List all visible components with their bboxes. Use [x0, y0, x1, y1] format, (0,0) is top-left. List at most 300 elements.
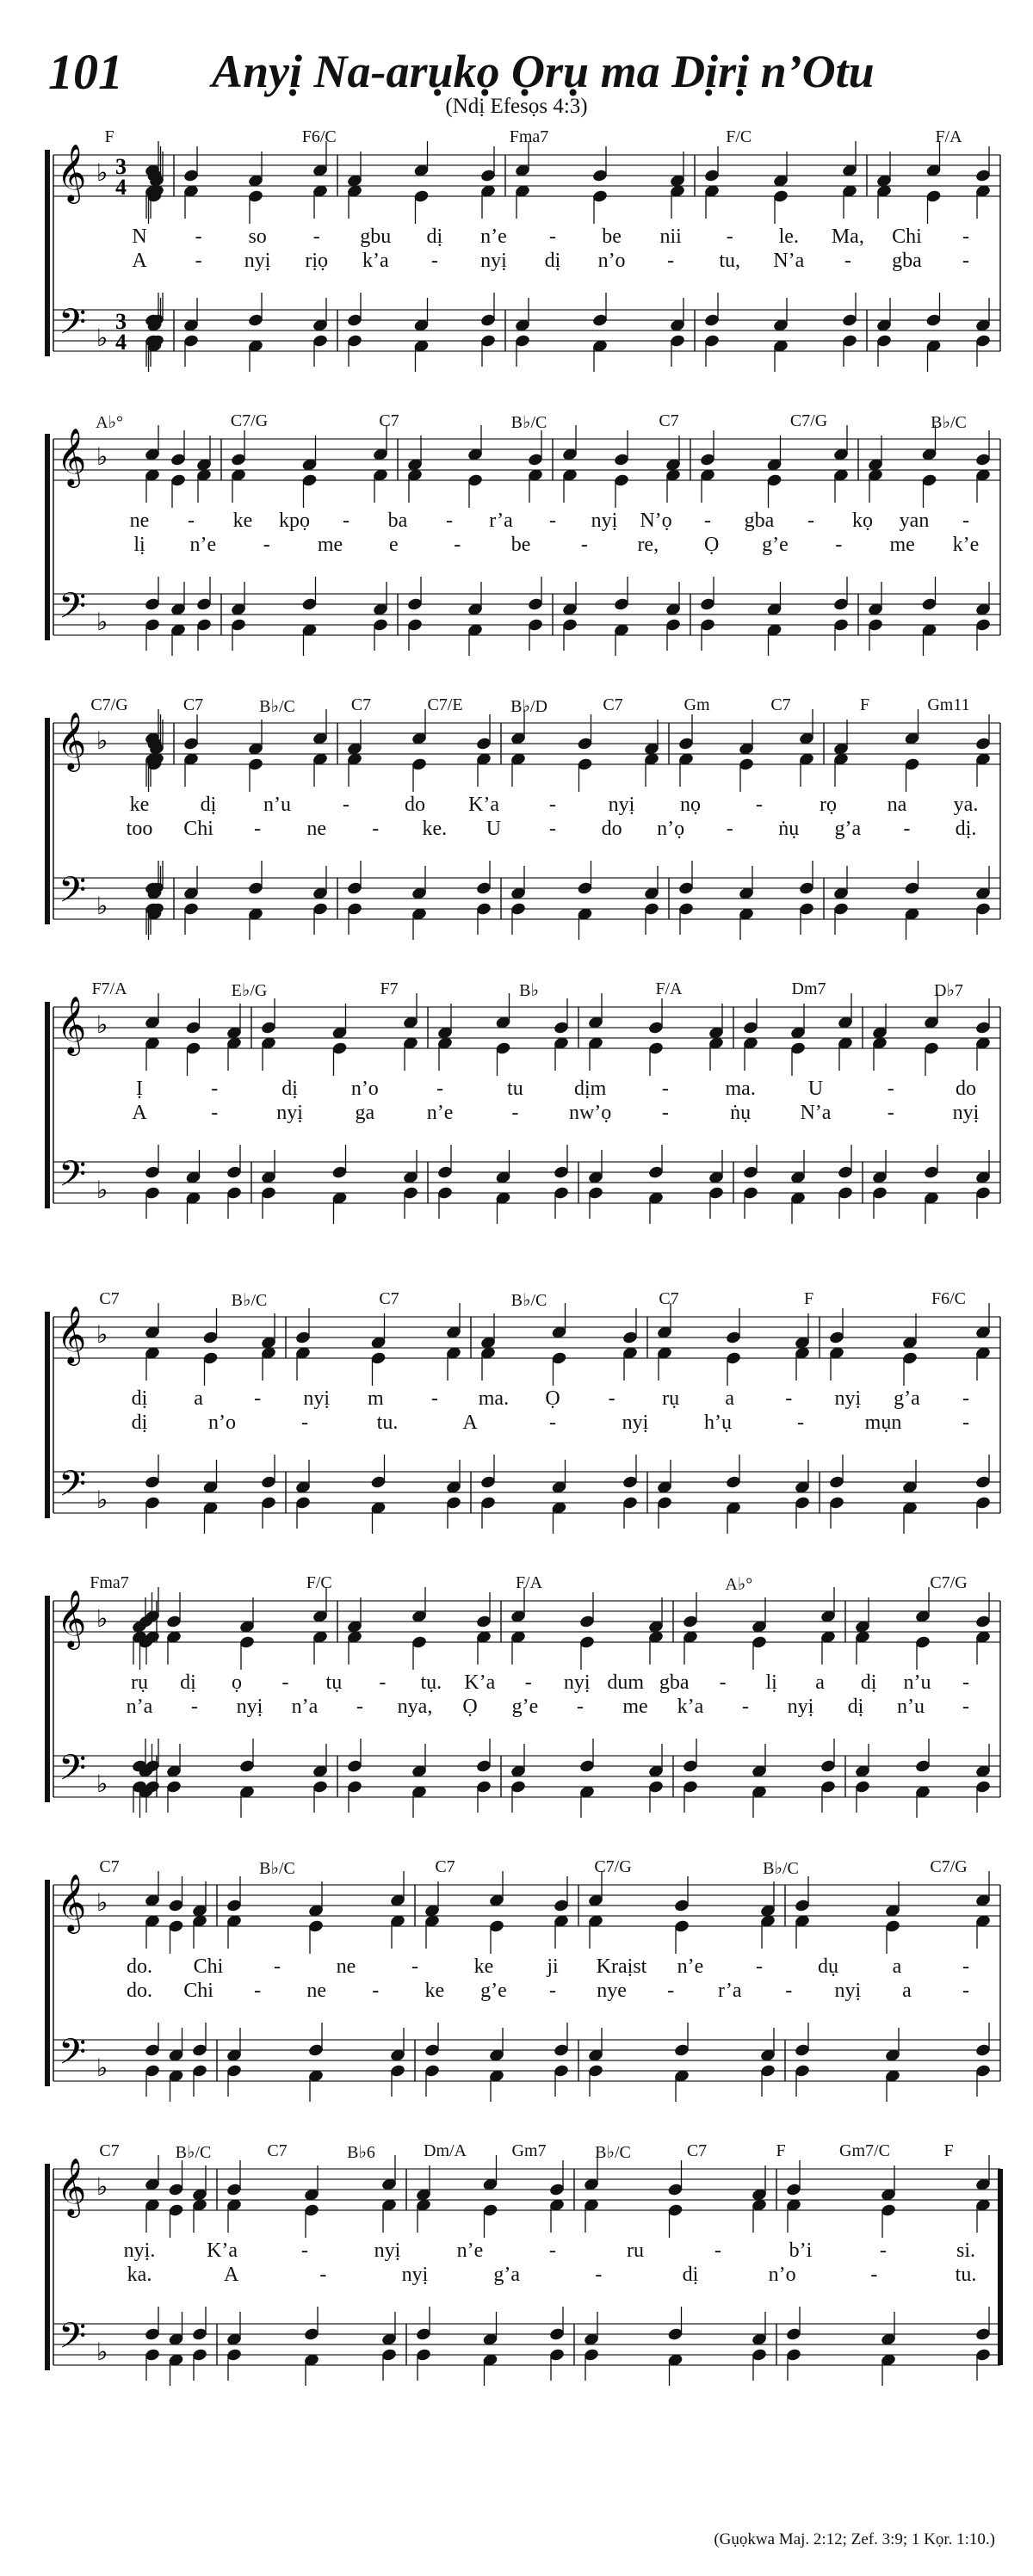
- chord-symbol: F: [104, 127, 114, 146]
- bass-clef: 𝄢: [59, 869, 87, 919]
- lyric-syllable: ṅụ: [730, 1102, 752, 1124]
- lyric-syllable: -: [962, 1696, 969, 1718]
- chord-symbol: Dm/A: [424, 2141, 467, 2160]
- lyric-syllable: -: [319, 2264, 327, 2286]
- lyric-syllable: g’e: [480, 1980, 507, 2002]
- lyric-syllable: a: [725, 1387, 735, 1410]
- treble-clef: 𝄞: [57, 1873, 87, 1931]
- lyric-syllable: si.: [956, 2239, 976, 2262]
- lyric-syllable: U: [807, 1078, 824, 1100]
- chord-symbol: C7: [659, 1289, 679, 1308]
- lyric-syllable: -: [756, 794, 763, 816]
- lyric-syllable: gbu: [360, 225, 392, 248]
- lyric-syllable: nyị: [303, 1387, 331, 1410]
- lyric-syllable: U: [486, 818, 502, 840]
- lyric-syllable: -: [549, 510, 556, 532]
- lyric-syllable: ne: [306, 1980, 327, 2002]
- chord-row: [45, 127, 1000, 153]
- lyric-syllable: dị: [847, 1696, 864, 1718]
- lyric-syllable: do: [405, 794, 425, 816]
- lyric-syllable: ke: [232, 510, 253, 532]
- chord-row: [45, 695, 1000, 721]
- lyric-syllable: na: [887, 794, 907, 816]
- lyric-syllable: do: [601, 818, 622, 840]
- lyric-syllable: n’u: [897, 1696, 925, 1718]
- lyric-syllable: N’ọ: [640, 510, 672, 532]
- lyric-syllable: -: [549, 794, 556, 816]
- lyric-syllable: ne: [129, 510, 150, 532]
- key-signature-flat: ♭: [96, 892, 108, 920]
- chord-symbol: C7/G: [90, 695, 128, 714]
- lyric-syllable: ne: [336, 1955, 356, 1978]
- lyric-syllable: -: [962, 1980, 969, 2002]
- treble-clef: 𝄞: [57, 427, 87, 485]
- lyric-syllable: nyị: [834, 1387, 862, 1410]
- lyric-syllable: -: [195, 250, 202, 272]
- chord-row: [45, 1289, 1000, 1315]
- lyric-syllable: kpọ: [279, 510, 310, 532]
- chord-symbol: C7: [659, 411, 679, 430]
- lyric-syllable: g’a: [493, 2264, 520, 2286]
- chord-symbol: A♭°: [96, 413, 123, 432]
- lyric-syllable: -: [844, 250, 851, 272]
- time-signature: 3: [115, 309, 127, 334]
- lyric-syllable: nyị: [787, 1696, 814, 1718]
- lyric-syllable: a: [815, 1671, 825, 1694]
- lyric-syllable: nye: [597, 1980, 627, 2002]
- lyric-syllable: ke.: [422, 818, 448, 840]
- lyric-syllable: k’a: [362, 250, 389, 272]
- chord-symbol: F/A: [515, 1573, 543, 1592]
- lyric-syllable: too: [126, 818, 153, 840]
- music-system: [45, 697, 1000, 1003]
- lyric-syllable: ba: [387, 510, 408, 532]
- lyric-syllable: -: [301, 2239, 308, 2262]
- lyric-syllable: le.: [778, 225, 799, 248]
- music-system: [45, 1575, 1000, 1881]
- lyric-syllable: -: [211, 1102, 219, 1124]
- bass-clef: 𝄢: [59, 2031, 87, 2081]
- lyric-syllable: -: [549, 225, 556, 248]
- chord-symbol: F7: [380, 979, 399, 998]
- lyric-syllable: -: [254, 1980, 262, 2002]
- chord-symbol: B♭/C: [259, 1859, 295, 1878]
- lyric-syllable: dị: [682, 2264, 699, 2286]
- lyric-syllable: n’o: [208, 1412, 236, 1434]
- lyric-syllable: Kraịst: [596, 1955, 647, 1978]
- lyric-syllable: be: [602, 225, 622, 248]
- lyric-syllable: Ị: [136, 1078, 143, 1100]
- lyric-syllable: -: [411, 1955, 418, 1978]
- chord-symbol: B♭/C: [259, 697, 295, 716]
- key-signature-flat: ♭: [96, 1320, 108, 1349]
- lyric-syllable: dị: [131, 1412, 148, 1434]
- lyric-line-verse-1: [45, 2239, 1000, 2265]
- lyric-line-verse-1: [45, 1671, 1000, 1697]
- key-signature-flat: ♭: [96, 1770, 108, 1798]
- lyric-syllable: -: [356, 1696, 363, 1718]
- key-signature-flat: ♭: [96, 324, 108, 352]
- lyric-line-verse-1: [45, 510, 1000, 535]
- chord-symbol: C7: [770, 695, 791, 714]
- music-system: [45, 2143, 1000, 2449]
- lyric-syllable: nw’ọ: [568, 1102, 612, 1124]
- lyric-line-verse-2: [45, 1696, 1000, 1721]
- lyric-syllable: Chi: [892, 225, 922, 248]
- lyric-syllable: K’a: [468, 794, 499, 816]
- lyric-line-verse-2: [45, 534, 1000, 559]
- lyric-syllable: nyị: [608, 794, 635, 816]
- lyric-line-verse-1: [45, 225, 1000, 251]
- key-signature-flat: ♭: [96, 726, 108, 755]
- lyric-syllable: -: [756, 1955, 763, 1978]
- lyric-syllable: -: [903, 818, 911, 840]
- lyric-syllable: -: [835, 534, 843, 556]
- bass-clef: 𝄢: [59, 585, 87, 635]
- lyric-syllable: tụ.: [420, 1671, 442, 1694]
- lyric-syllable: so: [248, 225, 267, 248]
- lyric-syllable: -: [188, 510, 195, 532]
- lyric-syllable: -: [454, 534, 461, 556]
- chord-row: [45, 1857, 1000, 1883]
- chord-symbol: B♭/C: [175, 2143, 212, 2162]
- lyric-syllable: g’e: [511, 1696, 539, 1718]
- lyric-syllable: dị: [131, 1387, 148, 1410]
- lyric-syllable: dị: [200, 794, 217, 816]
- lyric-syllable: tu,: [719, 250, 741, 272]
- lyric-syllable: dị: [281, 1078, 298, 1100]
- lyric-syllable: me: [622, 1696, 648, 1718]
- lyric-syllable: gba: [659, 1671, 690, 1694]
- lyric-syllable: tụ: [325, 1671, 343, 1694]
- lyric-syllable: a: [902, 1980, 912, 2002]
- chord-symbol: B♭/C: [763, 1859, 799, 1878]
- treble-clef: 𝄞: [57, 1305, 87, 1363]
- lyric-syllable: ya.: [953, 794, 979, 816]
- lyric-syllable: -: [714, 2239, 721, 2262]
- lyric-syllable: -: [797, 1412, 804, 1434]
- lyric-syllable: -: [661, 1078, 669, 1100]
- key-signature-flat: ♭: [96, 1176, 108, 1204]
- lyric-syllable: dị: [426, 225, 443, 248]
- time-signature: 4: [115, 330, 127, 355]
- lyric-line-verse-2: [45, 250, 1000, 275]
- chord-symbol: C7: [435, 1857, 455, 1876]
- bass-clef: 𝄢: [59, 1153, 87, 1203]
- lyric-syllable: -: [785, 1387, 793, 1410]
- lyric-syllable: yan: [899, 510, 930, 532]
- lyric-line-verse-2: [45, 2264, 1000, 2289]
- key-signature-flat: ♭: [96, 608, 108, 636]
- lyric-syllable: -: [301, 1412, 308, 1434]
- lyric-syllable: nyị: [563, 1671, 591, 1694]
- lyric-syllable: Ọ: [545, 1387, 560, 1410]
- scripture-reference: (Ndị Efesọs 4:3): [445, 95, 588, 118]
- lyric-syllable: nya,: [397, 1696, 433, 1718]
- lyric-syllable: ṅụ: [778, 818, 800, 840]
- bass-clef: 𝄢: [59, 1463, 87, 1513]
- chord-row: [45, 411, 1000, 437]
- chord-symbol: C7: [603, 695, 623, 714]
- lyric-syllable: n’e: [189, 534, 217, 556]
- lyric-syllable: tu.: [955, 2264, 977, 2286]
- lyric-syllable: K’a: [464, 1671, 496, 1694]
- chord-symbol: F6/C: [301, 127, 337, 146]
- chord-row: [45, 2141, 1000, 2167]
- lyric-syllable: -: [372, 1980, 380, 2002]
- lyric-syllable: g’e: [762, 534, 789, 556]
- lyric-syllable: dị: [180, 1671, 196, 1694]
- lyric-syllable: r’a: [489, 510, 513, 532]
- chord-symbol: B♭/C: [931, 413, 967, 432]
- lyric-syllable: ru: [627, 2239, 644, 2262]
- lyric-syllable: nyị: [401, 2264, 429, 2286]
- key-signature-flat: ♭: [96, 1888, 108, 1917]
- bass-clef: 𝄢: [59, 2315, 87, 2365]
- lyric-syllable: re,: [637, 534, 659, 556]
- lyric-syllable: tu.: [376, 1412, 399, 1434]
- hymn-title: Anyị Na-arụkọ Ọrụ ma Dịrị n’Otu: [212, 46, 875, 97]
- treble-clef: 𝄞: [57, 995, 87, 1053]
- lyric-syllable: -: [726, 225, 733, 248]
- chord-symbol: F: [943, 2141, 954, 2160]
- lyric-syllable: n’e: [426, 1102, 454, 1124]
- lyric-syllable: K’a: [207, 2239, 238, 2262]
- chord-symbol: C7: [267, 2141, 288, 2160]
- chord-symbol: C7/E: [427, 695, 463, 714]
- lyric-syllable: -: [281, 1671, 289, 1694]
- lyric-syllable: nyị: [276, 1102, 303, 1124]
- music-system: [45, 1859, 1000, 2165]
- lyric-line-verse-1: [45, 794, 1000, 819]
- lyric-syllable: ke: [424, 1980, 445, 2002]
- lyric-syllable: -: [524, 1671, 532, 1694]
- lyric-syllable: nyị: [834, 1980, 862, 2002]
- lyric-syllable: me: [317, 534, 343, 556]
- lyric-syllable: -: [430, 250, 438, 272]
- lyric-syllable: k’a: [677, 1696, 704, 1718]
- lyric-syllable: n’e: [677, 1955, 704, 1978]
- lyric-syllable: -: [312, 225, 320, 248]
- lyric-syllable: Ọ: [462, 1696, 478, 1718]
- treble-clef: 𝄞: [57, 711, 87, 769]
- chord-symbol: Fma7: [90, 1573, 129, 1592]
- chord-symbol: C7: [686, 2141, 708, 2160]
- lyric-syllable: N’a: [800, 1102, 832, 1124]
- lyric-syllable: A: [132, 1102, 147, 1124]
- lyric-syllable: rụ: [662, 1387, 680, 1410]
- lyric-syllable: nyị: [236, 1696, 263, 1718]
- bass-clef: 𝄢: [59, 1747, 87, 1797]
- lyric-syllable: -: [549, 2239, 556, 2262]
- chord-row: [45, 979, 1000, 1005]
- lyric-syllable: nyị: [244, 250, 271, 272]
- lyric-syllable: g’a: [894, 1387, 920, 1410]
- chord-symbol: C7: [350, 695, 372, 714]
- chord-symbol: C7/G: [789, 411, 828, 430]
- chord-symbol: C7: [182, 695, 204, 714]
- lyric-syllable: -: [880, 2239, 887, 2262]
- treble-clef: 𝄞: [57, 1589, 87, 1647]
- lyric-syllable: dị.: [955, 818, 977, 840]
- chord-symbol: B♭/C: [231, 1291, 268, 1310]
- lyric-line-verse-1: [45, 1955, 1000, 1981]
- chord-symbol: B♭/C: [510, 1291, 547, 1310]
- chord-symbol: B♭/C: [595, 2143, 631, 2162]
- lyric-syllable: lị: [765, 1671, 777, 1694]
- music-system: [45, 981, 1000, 1287]
- treble-clef: 𝄞: [57, 143, 87, 201]
- chord-symbol: F6/C: [931, 1289, 967, 1308]
- hymn-number: 101: [48, 44, 123, 100]
- lyric-syllable: -: [962, 225, 969, 248]
- lyric-syllable: -: [211, 1078, 219, 1100]
- lyric-syllable: n’e: [456, 2239, 484, 2262]
- lyric-syllable: nọ: [680, 794, 701, 816]
- key-signature-flat: ♭: [96, 2054, 108, 2082]
- lyric-syllable: -: [274, 1955, 281, 1978]
- lyric-syllable: Ọ: [703, 534, 720, 556]
- bass-clef: 𝄢: [59, 301, 87, 351]
- lyric-syllable: ma.: [478, 1387, 510, 1410]
- lyric-syllable: -: [962, 1955, 969, 1978]
- lyric-syllable: -: [549, 1980, 556, 2002]
- lyric-syllable: -: [254, 1387, 262, 1410]
- lyric-syllable: -: [962, 250, 969, 272]
- lyric-syllable: dị: [860, 1671, 877, 1694]
- lyric-syllable: N’a: [773, 250, 805, 272]
- lyric-syllable: n’a: [126, 1696, 153, 1718]
- lyric-syllable: -: [580, 534, 588, 556]
- chord-symbol: Fma7: [509, 127, 549, 146]
- lyric-syllable: -: [887, 1102, 894, 1124]
- lyric-syllable: -: [549, 1412, 556, 1434]
- lyric-syllable: ọ: [231, 1671, 242, 1694]
- lyric-syllable: rịọ: [305, 250, 329, 272]
- chord-symbol: Dm7: [791, 979, 826, 998]
- chord-symbol: F/C: [306, 1573, 332, 1592]
- lyric-syllable: -: [887, 1078, 894, 1100]
- lyric-syllable: dịm: [573, 1078, 607, 1100]
- lyric-syllable: ke: [473, 1955, 494, 1978]
- lyric-syllable: n’a: [291, 1696, 319, 1718]
- chord-symbol: C7/G: [930, 1573, 968, 1592]
- lyric-syllable: N: [132, 225, 147, 248]
- lyric-syllable: -: [195, 225, 202, 248]
- music-system: [45, 129, 1000, 435]
- chord-symbol: C7: [379, 411, 399, 430]
- lyric-syllable: n’o: [768, 2264, 796, 2286]
- chord-symbol: F: [776, 2141, 786, 2160]
- lyric-syllable: -: [962, 1671, 969, 1694]
- lyric-syllable: h’ụ: [704, 1412, 732, 1434]
- lyric-syllable: -: [577, 1696, 584, 1718]
- lyric-syllable: e: [389, 534, 399, 556]
- chord-symbol: Gm7/C: [839, 2141, 890, 2160]
- lyric-syllable: -: [807, 510, 814, 532]
- chord-symbol: C7/G: [930, 1857, 968, 1876]
- chord-symbol: A♭°: [725, 1575, 753, 1594]
- key-signature-flat: ♭: [96, 1010, 108, 1039]
- lyric-syllable: -: [704, 510, 711, 532]
- chord-symbol: C7: [379, 1289, 399, 1308]
- lyric-syllable: -: [263, 534, 270, 556]
- chord-symbol: E♭/G: [231, 981, 268, 1000]
- lyric-syllable: -: [372, 818, 380, 840]
- lyric-syllable: ne: [306, 818, 327, 840]
- chord-symbol: F: [803, 1289, 814, 1308]
- lyric-syllable: ke: [129, 794, 150, 816]
- lyric-syllable: nyị: [952, 1102, 980, 1124]
- lyric-syllable: A: [462, 1412, 478, 1434]
- lyric-line-verse-2: [45, 1980, 1000, 2005]
- lyric-line-verse-1: [45, 1387, 1000, 1413]
- lyric-syllable: Chi: [193, 1955, 224, 1978]
- lyric-syllable: nyị: [480, 250, 507, 272]
- lyric-syllable: kọ: [852, 510, 873, 532]
- lyric-syllable: rọ: [820, 794, 837, 816]
- chord-symbol: C7: [99, 1857, 120, 1876]
- lyric-syllable: A: [223, 2264, 239, 2286]
- key-signature-flat: ♭: [96, 1486, 108, 1514]
- lyric-syllable: rụ: [131, 1671, 148, 1694]
- lyric-syllable: tu: [507, 1078, 523, 1100]
- lyric-syllable: a: [194, 1387, 203, 1410]
- lyric-syllable: n’ọ: [657, 818, 685, 840]
- lyric-syllable: dị: [544, 250, 561, 272]
- lyric-syllable: dụ: [818, 1955, 838, 1978]
- chord-symbol: F/A: [935, 127, 962, 146]
- lyric-syllable: k’e: [952, 534, 980, 556]
- lyric-syllable: -: [191, 1696, 198, 1718]
- lyric-syllable: -: [870, 2264, 878, 2286]
- key-signature-flat: ♭: [96, 2172, 108, 2201]
- lyric-syllable: -: [446, 510, 453, 532]
- chord-symbol: F/A: [655, 979, 683, 998]
- lyric-syllable: -: [719, 1671, 727, 1694]
- lyric-syllable: n’o: [597, 250, 626, 272]
- lyric-syllable: -: [595, 2264, 603, 2286]
- hymn-header: [0, 0, 1033, 129]
- chord-symbol: C7/G: [594, 1857, 632, 1876]
- key-signature-flat: ♭: [96, 158, 108, 187]
- lyric-syllable: nii: [659, 225, 682, 248]
- lyric-line-verse-2: [45, 818, 1000, 843]
- chord-symbol: D♭7: [934, 981, 963, 1000]
- lyric-syllable: nyị: [591, 510, 618, 532]
- lyric-syllable: ji: [547, 1955, 559, 1978]
- lyric-syllable: Ma,: [831, 225, 864, 248]
- lyric-syllable: b’i: [789, 2239, 813, 2262]
- lyric-syllable: a: [892, 1955, 902, 1978]
- lyric-syllable: dum: [607, 1671, 645, 1694]
- lyric-syllable: -: [962, 1387, 969, 1410]
- chord-symbol: C7: [99, 2141, 120, 2160]
- lyric-syllable: mụn: [864, 1412, 902, 1434]
- chord-symbol: F: [859, 695, 870, 714]
- lyric-syllable: -: [742, 1696, 749, 1718]
- lyric-syllable: do.: [127, 1980, 152, 2002]
- lyric-syllable: n’u: [903, 1671, 931, 1694]
- chord-symbol: B♭/C: [510, 413, 547, 432]
- lyric-syllable: Chi: [183, 818, 213, 840]
- key-signature-flat: ♭: [96, 2338, 108, 2366]
- lyric-syllable: nyị: [622, 1412, 649, 1434]
- music-system: [45, 413, 1000, 719]
- lyric-line-verse-1: [45, 1078, 1000, 1103]
- lyric-syllable: -: [785, 1980, 793, 2002]
- treble-clef: 𝄞: [57, 2157, 87, 2215]
